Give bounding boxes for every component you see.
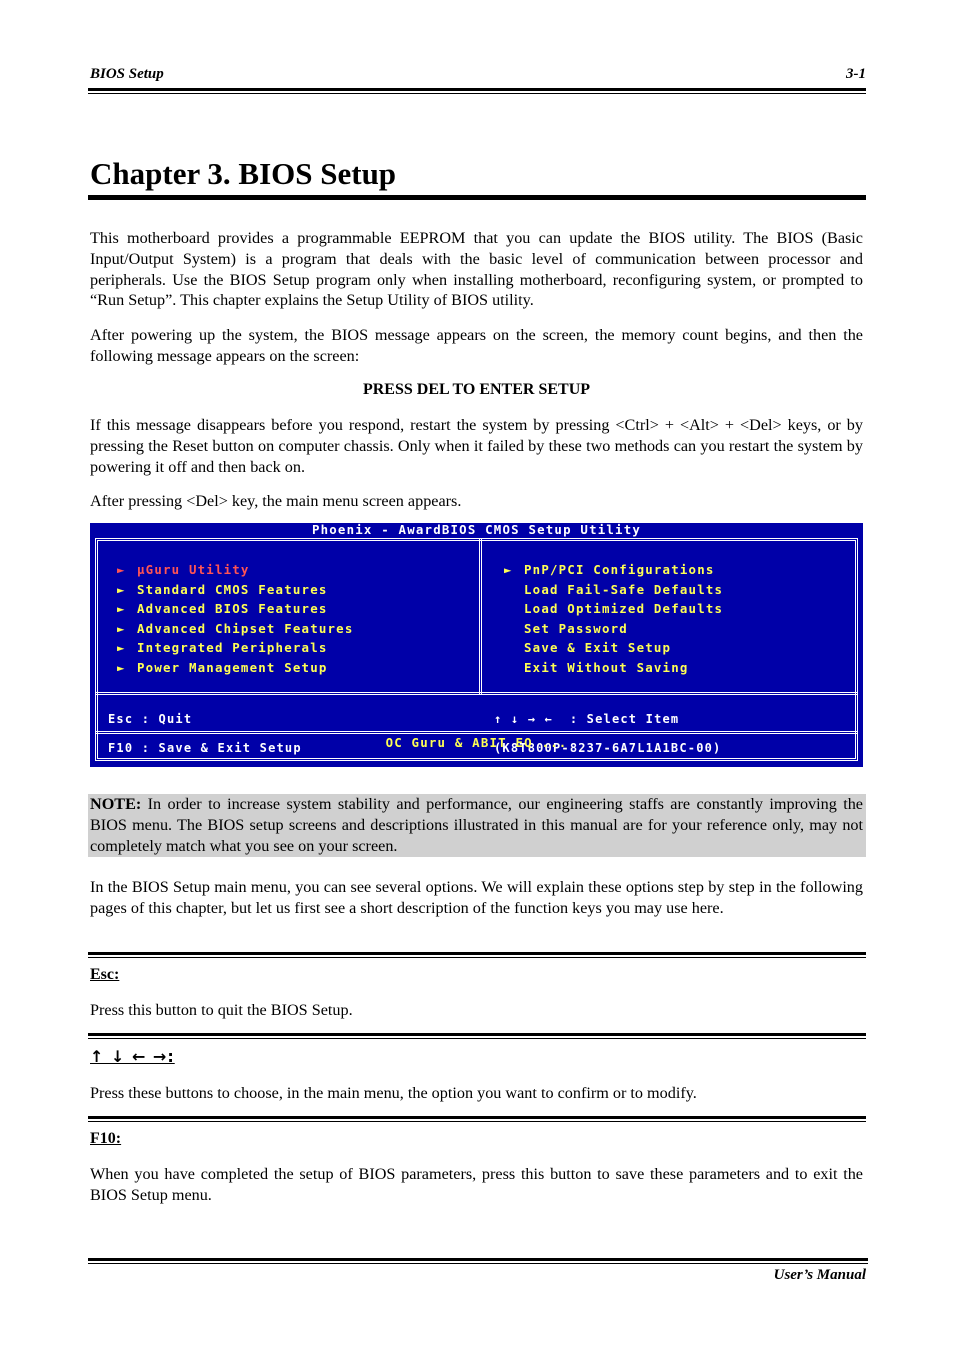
arrow-keys-description: Press these buttons to choose, in the main menu, the option you want to confirm or to modify. (90, 1084, 697, 1102)
bios-menu-item-set-password[interactable] (504, 619, 723, 639)
bios-menu-label: Power Management Setup (137, 659, 328, 675)
bios-divider-horizontal (95, 692, 858, 695)
note-label: NOTE: (90, 795, 142, 813)
section-rule (88, 1116, 866, 1119)
arrow-right-icon: ► (117, 562, 126, 577)
bios-key-f7: F7 : Load PROFILE From BIOS (494, 769, 730, 783)
bios-menu-label: Exit Without Saving (524, 659, 689, 675)
bios-menu-label: Save & Exit Setup (524, 640, 672, 655)
arrow-right-icon: ► (117, 620, 126, 636)
bios-screen-image (90, 522, 863, 783)
note-body: In order to increase system stability and performance, our engineering staffs are constantly improving the BIOS menu. The BIOS setup screens and descriptions illustrated in this manual are for your reference only, may not completely match what you see on your screen. (90, 795, 863, 855)
bios-menu-item-guru-utility[interactable] (117, 560, 354, 580)
arrow-right-icon: ► (117, 640, 126, 655)
bios-footer-hint: OC Guru & ABIT EQ ... (385, 735, 568, 750)
running-header-title: BIOS Setup (90, 66, 164, 82)
bios-menu-label: Advanced BIOS Features (137, 601, 328, 616)
arrow-right-icon: ► (504, 562, 513, 577)
power-up-paragraph: After powering up the system, the BIOS message appears on the screen, the memory count begins, and then the following message appears on the screen: (90, 326, 863, 365)
bios-menu-item-standard-cmos[interactable] (117, 580, 354, 600)
page-number: 3-1 (846, 66, 866, 82)
header-rule-thin (88, 93, 866, 94)
esc-heading: Esc: (90, 966, 120, 983)
section-rule (88, 952, 866, 955)
bios-menu-label: Load Optimized Defaults (524, 601, 724, 616)
section-rule-thin (88, 957, 866, 958)
footer-rule-thin (88, 1263, 868, 1264)
section-rule-thin (88, 1038, 866, 1039)
bios-menu-item-integrated-peripherals[interactable] (117, 638, 354, 658)
f10-heading: F10: (90, 1130, 122, 1147)
esc-description: Press this button to quit the BIOS Setup. (90, 1001, 353, 1019)
arrow-right-icon: ► (117, 601, 126, 616)
section-rule (88, 1033, 866, 1036)
bios-key-f6: F6 : Save PROFILE To BIOS (108, 769, 328, 783)
bios-model-string: (K8T800P-8237-6A7L1A1BC-00) (494, 740, 722, 755)
bios-menu-item-load-optimized[interactable] (504, 599, 723, 619)
bios-menu-item-power-management[interactable] (117, 658, 354, 678)
bios-menu-label: Advanced Chipset Features (137, 620, 354, 636)
bios-title: Phoenix - AwardBIOS CMOS Setup Utility (90, 523, 863, 537)
bios-menu-label: Set Password (524, 620, 628, 636)
bios-menu-item-advanced-chipset[interactable] (117, 619, 354, 639)
intro-paragraph: This motherboard provides a programmable EEPROM that you can update the BIOS utility. The BIOS (Basic Input/Output System) is a program that deals with the basic level of communication between processor and peripherals. Use the BIOS Setup program only when installing motherboard, reconfiguring system, or prompted to “Run Setup”. This chapter explains the Setup Utility of BIOS utility. (90, 229, 863, 310)
running-footer: User’s Manual (773, 1267, 866, 1283)
bios-key-f10: F10 : Save & Exit Setup (108, 740, 302, 755)
section-rule-thin (88, 1121, 866, 1122)
press-del-message: PRESS DEL TO ENTER SETUP (362, 381, 591, 398)
main-menu-paragraph: In the BIOS Setup main menu, you can see several options. We will explain these options step by step in the following pages of this chapter, but let us first see a short description of the function keys you may use here. (90, 878, 863, 917)
bios-menu-item-pnp-pci[interactable] (504, 560, 723, 580)
bios-menu-label: Standard CMOS Features (137, 581, 328, 597)
note-text (90, 794, 863, 856)
bios-key-arrows: ↑ ↓ → ← : Select Item (494, 712, 680, 726)
bios-menu-label: µGuru Utility (137, 562, 250, 577)
restart-paragraph: If this message disappears before you respond, restart the system by pressing <Ctrl> + <Alt> + <Del> keys, or by pressing the Reset button on computer chassis. Only when it failed by these two methods can you restart the system by powering it off and then back on. (90, 416, 863, 476)
bios-menu-label: PnP/PCI Configurations (524, 562, 715, 577)
arrow-right-icon: ► (117, 581, 126, 597)
chapter-title-rule (88, 195, 866, 200)
after-del-paragraph: After pressing <Del> key, the main menu screen appears. (90, 492, 462, 510)
header-rule (88, 88, 866, 91)
bios-divider-vertical (479, 538, 482, 695)
bios-right-menu (504, 560, 723, 677)
bios-menu-item-save-exit[interactable] (504, 638, 723, 658)
bios-menu-item-exit-without-saving[interactable] (504, 658, 723, 678)
bios-menu-item-load-fail-safe[interactable] (504, 580, 723, 600)
f10-description: When you have completed the setup of BIOS parameters, press this button to save these parameters and to exit the BIOS Setup menu. (90, 1165, 863, 1204)
arrow-right-icon: ► (117, 659, 126, 675)
chapter-title: Chapter 3. BIOS Setup (90, 156, 397, 191)
bios-left-menu (117, 560, 354, 677)
bios-key-esc: Esc : Quit (108, 712, 193, 726)
bios-menu-item-advanced-bios[interactable] (117, 599, 354, 619)
footer-rule (88, 1258, 868, 1261)
bios-menu-label: Load Fail-Safe Defaults (524, 581, 724, 597)
bios-menu-label: Integrated Peripherals (137, 640, 328, 655)
arrow-keys-heading: ↑ ↓ ← →: (90, 1047, 175, 1066)
